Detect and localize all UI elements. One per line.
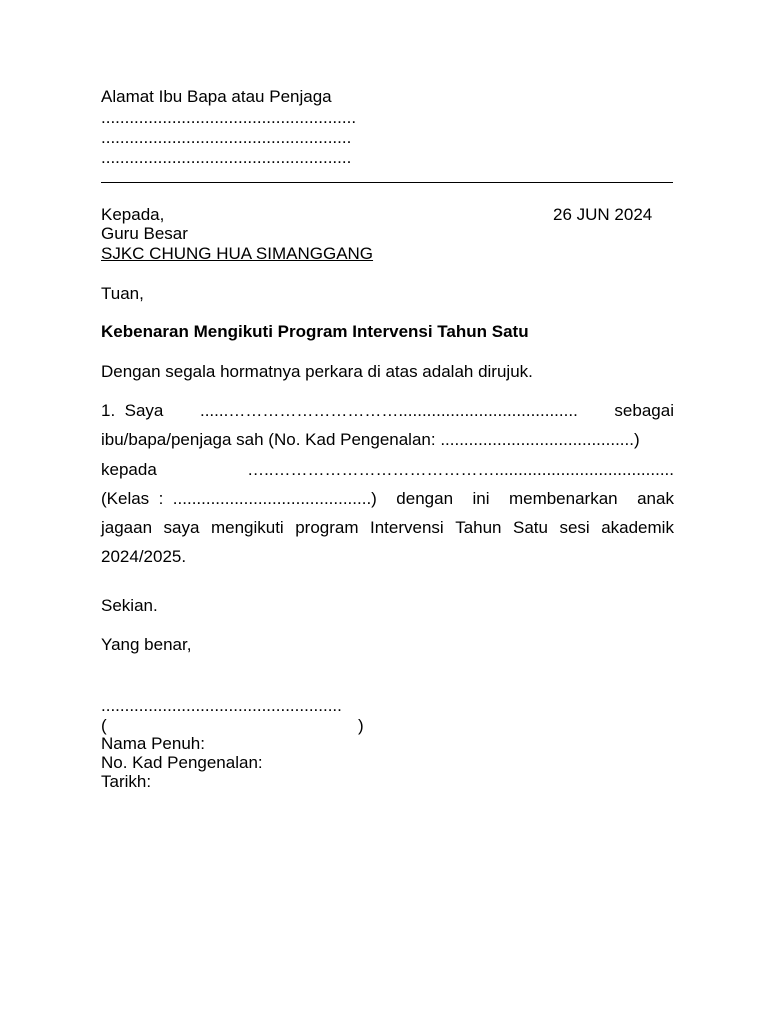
address-dots-line-1: ...................................................... [101,108,357,127]
body-text: sebagai [614,401,674,420]
body-line-1 [101,401,674,421]
class-blank: (Kelas : ..........................................) [101,489,377,508]
body-line-2: ibu/bapa/penjaga sah (No. Kad Pengenalan: .........................................) [101,430,640,449]
recipient-school: SJKC CHUNG HUA SIMANGGANG [101,244,374,263]
closing-sekian: Sekian. [101,596,158,615]
body-text: Intervensi [370,518,444,537]
date-label: Tarikh: [101,772,152,791]
recipient-to: Kepada, [101,205,165,224]
body-text: jagaan [101,518,153,537]
address-dots-line-2: ..................................................... [101,128,352,147]
body-text: program [295,518,359,537]
body-text: kepada [101,460,157,479]
opening-sentence: Dengan segala hormatnya perkara di atas adalah dirujuk. [101,362,533,381]
body-text: Tahun [455,518,502,537]
letter-subject: Kebenaran Mengikuti Program Intervensi Tahun Satu [101,322,529,341]
body-text: saya [163,518,200,537]
body-text: akademik [601,518,674,537]
header-divider [101,182,673,183]
ic-number-label: No. Kad Pengenalan: [101,753,263,772]
body-text: sesi [559,518,590,537]
body-line-6: 2024/2025. [101,547,187,566]
name-blank: ......…………………………...................................... [199,401,578,420]
body-line-3 [101,460,674,480]
address-dots-line-3: ..................................................... [101,148,352,167]
full-name-label: Nama Penuh: [101,734,205,753]
body-line-4 [101,489,674,509]
salutation: Tuan, [101,284,144,303]
body-text: ini [472,489,490,508]
signature-line: ................................................... [101,696,342,715]
body-text: 1. Saya [101,401,164,420]
signature-paren-open: ( [101,716,107,735]
body-text: mengikuti [210,518,284,537]
address-heading: Alamat Ibu Bapa atau Penjaga [101,87,332,106]
signature-paren-close: ) [358,716,364,735]
body-line-5 [101,518,674,538]
body-text: membenarkan [508,489,618,508]
letter-date: 26 JUN 2024 [553,205,653,224]
body-text: dengan [396,489,454,508]
child-name-blank: …..…………………………………...................................... [247,460,674,479]
closing-yang-benar: Yang benar, [101,635,192,654]
body-text: anak [637,489,674,508]
body-text: Satu [513,518,548,537]
recipient-title: Guru Besar [101,224,188,243]
